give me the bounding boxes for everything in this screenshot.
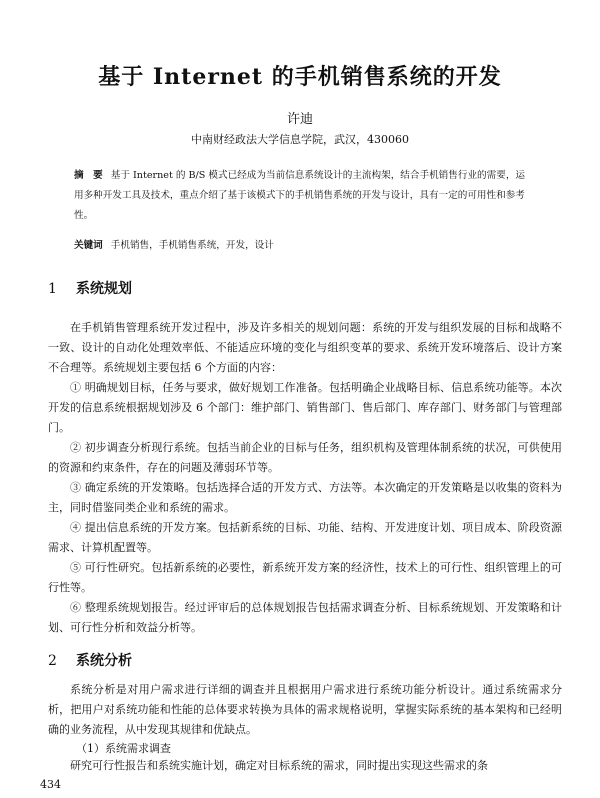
paper-title: 基于 Internet 的手机销售系统的开发 — [98, 64, 502, 90]
abstract-label: 摘 要 — [74, 170, 103, 181]
list-item: ⑤ 可行性研究。包括新系统的必要性，新系统开发方案的经济性，技术上的可行性、组织管理上的可行性等。 — [48, 561, 562, 594]
paragraph: 系统分析是对用户需求进行详细的调查并且根据用户需求进行系统功能分析设计。通过系统需求分析，把用户对系统功能和性能的总体要求转换为具体的需求规格说明，掌握实际系统的基本架构和已经明确的业务流程，从中发现其规律和优缺点。 — [48, 683, 562, 736]
list-item: ③ 确定系统的开发策略。包括选择合适的开发方式、方法等。本次确定的开发策略是以收集的资料为主，同时借鉴同类企业和系统的需求。 — [48, 481, 562, 514]
author-affiliation: 中南财经政法大学信息学院，武汉，430060 — [191, 133, 409, 146]
author-name: 许迪 — [286, 112, 313, 127]
section-heading-1 — [48, 278, 132, 298]
section-title: 系统规划 — [76, 281, 132, 297]
list-item: ⑥ 整理系统规划报告。经过评审后的总体规划报告包括需求调查分析、目标系统规划、开发策略和计划、可行性分析和效益分析等。 — [48, 601, 562, 634]
page-number: 434 — [40, 778, 61, 791]
abstract — [74, 166, 529, 226]
list-item: ② 初步调查分析现行系统。包括当前企业的目标与任务，组织机构及管理体制系统的状况，可供使用的资源和约束条件，存在的问题及薄弱环节等。 — [48, 441, 562, 474]
abstract-text: 基于 Internet 的 B/S 模式已经成为当前信息系统设计的主流构架，结合手机销售行业的需要，运用多种开发工具及技术，重点介绍了基于该模式下的手机销售系统的开发与设计，具有一定的可用性和参考性。 — [74, 170, 526, 221]
subsection-heading: （1）系统需求调查 — [76, 742, 171, 755]
list-item: ① 明确规划目标，任务与要求，做好规划工作准备。包括明确企业战略目标、信息系统功能等。本次开发的信息系统根据规划涉及 6 个部门：维护部门、销售部门、售后部门、库存部门、财务部门与管理部门。 — [48, 381, 562, 434]
keywords — [74, 237, 529, 251]
paragraph: 在手机销售管理系统开发过程中，涉及许多相关的规划问题：系统的开发与组织发展的目标和战略不一致、设计的自动化处理效率低、不能适应环境的变化与组织变革的要求、系统开发环境落后、设计方案不合理等。系统规划主要包括 6 个方面的内容： — [48, 321, 562, 374]
keywords-text: 手机销售，手机销售系统，开发，设计 — [110, 240, 274, 251]
list-item: ④ 提出信息系统的开发方案。包括新系统的目标、功能、结构、开发进度计划、项目成本、阶段资源需求、计算机配置等。 — [48, 521, 562, 554]
section-number: 1 — [48, 281, 57, 297]
section-title: 系统分析 — [76, 653, 132, 669]
keywords-label: 关键词 — [74, 240, 103, 251]
paragraph: 研究可行性报告和系统实施计划，确定对目标系统的需求，同时提出实现这些需求的条 — [70, 759, 488, 772]
section-number: 2 — [48, 653, 57, 669]
section-heading-2 — [48, 650, 132, 670]
